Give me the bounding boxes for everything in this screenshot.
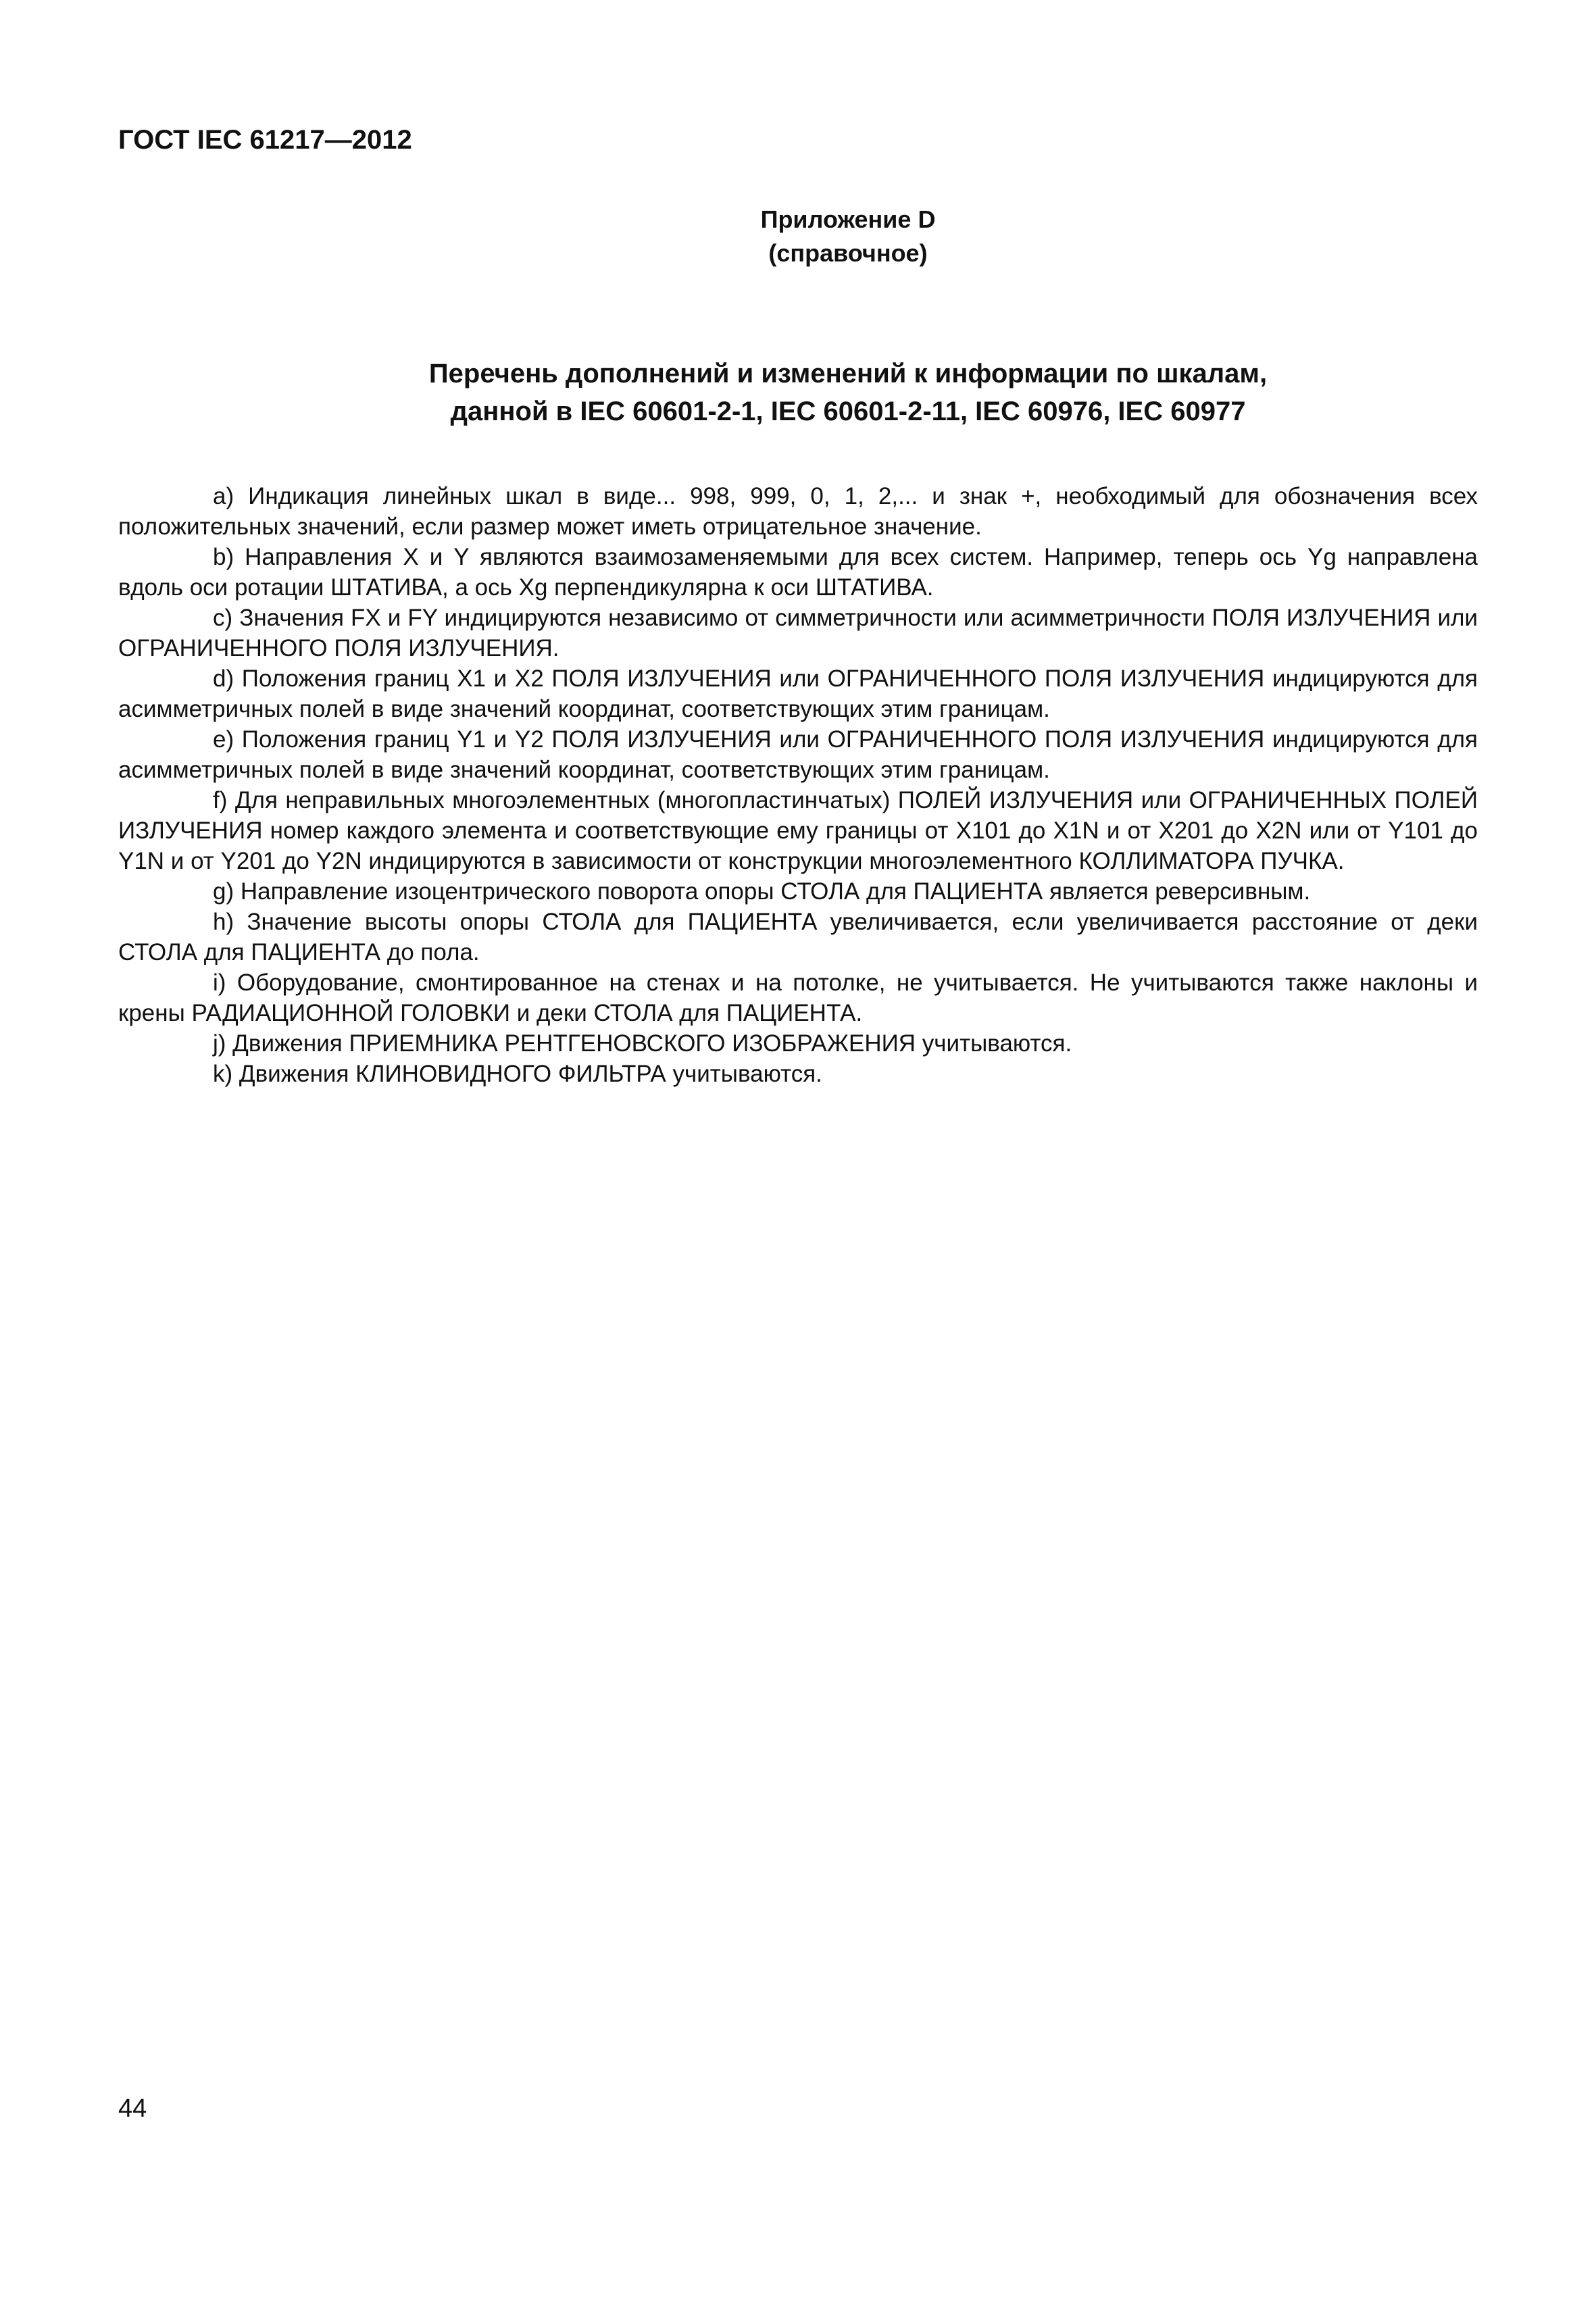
list-item-h: h) Значение высоты опоры СТОЛА для ПАЦИЕНТА увеличивается, если увеличивается расстояние от деки СТОЛА для ПАЦИЕНТА до пола.: [118, 909, 1478, 965]
annex-label: Приложение D: [760, 205, 936, 233]
list-item-c: c) Значения FX и FY индицируются независимо от симметричности или асимметричности ПОЛЯ ИЗЛУЧЕНИЯ или ОГРАНИЧЕННОГО ПОЛЯ ИЗЛУЧЕНИЯ.: [118, 605, 1478, 661]
document-code-header: ГОСТ IEC 61217—2012: [118, 125, 412, 155]
list-item-j: j) Движения ПРИЕМНИКА РЕНТГЕНОВСКОГО ИЗОБРАЖЕНИЯ учитываются.: [213, 1030, 1072, 1057]
list-item-e: e) Положения границ Y1 и Y2 ПОЛЯ ИЗЛУЧЕНИЯ или ОГРАНИЧЕННОГО ПОЛЯ ИЗЛУЧЕНИЯ индицируются для асимметричных полей в виде значений координат, соответствующих этим границам.: [118, 726, 1478, 783]
body-text: [118, 481, 1478, 1089]
section-title-line-2: данной в IEC 60601-2-1, IEC 60601-2-11, IEC 60976, IEC 60977: [450, 397, 1246, 426]
list-item-b: b) Направления X и Y являются взаимозаменяемыми для всех систем. Например, теперь ось Yg направлена вдоль оси ротации ШТАТИВА, а ось Xg перпендикулярна к оси ШТАТИВА.: [118, 544, 1478, 601]
list-item-k: k) Движения КЛИНОВИДНОГО ФИЛЬТРА учитываются.: [213, 1061, 822, 1087]
annex-heading: [0, 203, 1596, 270]
section-title-line-1: Перечень дополнений и изменений к информации по шкалам,: [428, 359, 1268, 388]
list-item-d: d) Положения границ X1 и X2 ПОЛЯ ИЗЛУЧЕНИЯ или ОГРАНИЧЕННОГО ПОЛЯ ИЗЛУЧЕНИЯ индицируются для асимметричных полей в виде значений координат, соответствующих этим границам.: [118, 665, 1478, 722]
list-item-a: a) Индикация линейных шкал в виде... 998, 999, 0, 1, 2,... и знак +, необходимый для обозначения всех положительных значений, если размер может иметь отрицательное значение.: [118, 483, 1478, 540]
list-item-g: g) Направление изоцентрического поворота опоры СТОЛА для ПАЦИЕНТА является реверсивным.: [213, 878, 1311, 905]
list-item-i: i) Оборудование, смонтированное на стенах и на потолке, не учитывается. Не учитываются также наклоны и крены РАДИАЦИОННОЙ ГОЛОВКИ и деки СТОЛА для ПАЦИЕНТА.: [118, 970, 1478, 1026]
section-title: [0, 355, 1596, 430]
page-number: 44: [118, 2094, 147, 2123]
annex-kind: (справочное): [768, 239, 928, 267]
list-item-f: f) Для неправильных многоэлементных (многопластинчатых) ПОЛЕЙ ИЗЛУЧЕНИЯ или ОГРАНИЧЕННЫХ ПОЛЕЙ ИЗЛУЧЕНИЯ номер каждого элемента и соответствующие ему границы от X101 до X1N и от X201 до X2N или от Y101 до Y1N и от Y201 до Y2N индицируются в зависимости от конструкции многоэлементного КОЛЛИМАТОРА ПУЧКА.: [118, 787, 1478, 874]
